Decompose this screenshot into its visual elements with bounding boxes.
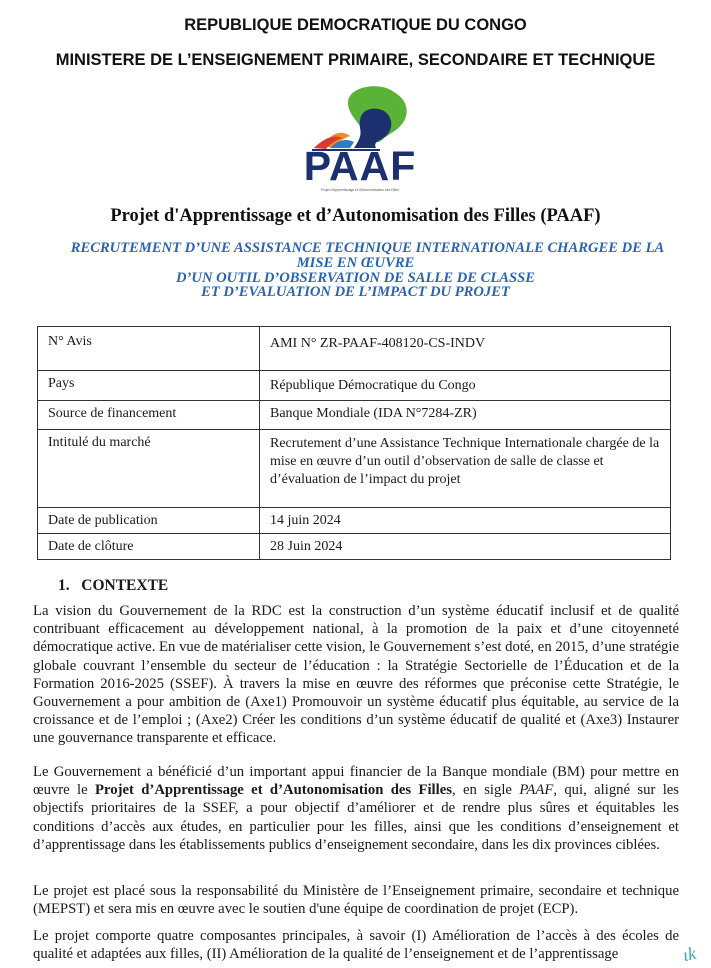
row-value: 28 Juin 2024 [260, 534, 671, 560]
row-label: Date de publication [38, 508, 260, 534]
paragraph-responsibility: Le projet est placé sous la responsabilité du Ministère de l’Enseignement primaire, secondaire et technique (MEPST) et sera mis en œuvre avec le soutien d'une équipe de coordination de projet (ECP). [33, 883, 679, 918]
row-label: N° Avis [38, 327, 260, 371]
acronym-italic: PAAF [519, 782, 554, 799]
table-row [38, 508, 671, 534]
paragraph-world-bank-support [33, 763, 679, 854]
text-run: , en sigle [451, 782, 520, 799]
notice-info-table [37, 326, 671, 560]
subtitle-line: ET D’EVALUATION DE L’IMPACT DU PROJET [201, 284, 510, 301]
recruitment-subtitle [20, 241, 691, 300]
row-label: Pays [38, 371, 260, 401]
subtitle-line: RECRUTEMENT D’UNE ASSISTANCE TECHNIQUE INTERNATIONALE CHARGEE DE LA [70, 240, 665, 256]
paragraph-components: Le projet comporte quatre composantes principales, à savoir (I) Amélioration de l’accès à des écoles de qualité et adaptées aux filles, (II) Amélioration de la qualité de l’enseignement et de l’apprentissage [33, 928, 679, 963]
row-label: Date de clôture [38, 534, 260, 560]
paragraph-context-vision: La vision du Gouvernement de la RDC est la construction d’un système éducatif inclusif et de qualité contribuant efficacement au développement national, à la promotion de la paix et d’une citoyenneté démocratique active. En vue de matérialiser cette vision, le Gouvernement s’est doté, en 2015, d’une stratégie globale couvrant l’ensemble du secteur de l’éducation : la Stratégie Sectorielle de l’Éducation et de la Formation 2016-2025 (SSEF). À travers la mise en œuvre des réformes que préconise cette Stratégie, le Gouvernement a pour ambition de (Axe1) Promouvoir un système éducatif plus équitable, au service de la croissance et de l’emploi ; (Axe2) Créer les conditions d’un système éducatif de qualité et (Axe3) Instaurer une gouvernance transparente et efficace. [33, 603, 679, 747]
text-run: Le Gouvernement a bénéficié d’un important appui financier de la Banque mondiale (BM) pour mettre en œuvre le [33, 764, 679, 799]
table-row [38, 534, 671, 560]
row-value: AMI N° ZR-PAAF-408120-CS-INDV [260, 327, 671, 371]
project-title: Projet d'Apprentissage et d’Autonomisation des Filles (PAAF) [110, 206, 601, 226]
row-value: 14 juin 2024 [260, 508, 671, 534]
logo-wordmark: PAAF [303, 143, 417, 189]
table-row [38, 371, 671, 401]
row-label: Intitulé du marché [38, 430, 260, 508]
section-number: 1. [58, 577, 70, 594]
text-run: , qui, aligné sur les objectifs prioritaires de la SSEF, a pour objectif d’améliorer et de rendre plus sûres et équitables les conditions d’accès aux études, en particulier pour les filles, ainsi que les conditions d’enseignement et d’apprentissage dans les établissements publics d’enseignement secondaire, dans les dix provinces ciblées. [33, 782, 680, 853]
row-value: République Démocratique du Congo [260, 371, 671, 401]
row-label: Source de financement [38, 401, 260, 430]
header-ministry: MINISTERE DE L’ENSEIGNEMENT PRIMAIRE, SECONDAIRE ET TECHNIQUE [55, 51, 656, 69]
section-title: CONTEXTE [81, 577, 169, 594]
table-row [38, 430, 671, 508]
section-heading [58, 577, 168, 595]
initials-mark-icon: ɩk [680, 942, 698, 966]
project-name-bold: Projet d’Apprentissage et d’Autonomisation des Filles [95, 782, 452, 799]
subtitle-line: D’UN OUTIL D’OBSERVATION DE SALLE DE CLASSE [176, 269, 535, 286]
row-value: Recrutement d’une Assistance Technique Internationale chargée de la mise en œuvre d’un outil d’observation de salle de classe et d’évaluation de l’impact du projet [260, 430, 671, 508]
row-value: Banque Mondiale (IDA N°7284-ZR) [260, 401, 671, 430]
logo-tagline: Projet d'Apprentissage et d'Autonomisation des Filles [321, 188, 399, 192]
header-republic: REPUBLIQUE DEMOCRATIQUE DU CONGO [184, 16, 527, 34]
subtitle-line: MISE EN ŒUVRE [296, 254, 415, 271]
table-row [38, 327, 671, 371]
paaf-logo [284, 84, 434, 196]
table-row [38, 401, 671, 430]
